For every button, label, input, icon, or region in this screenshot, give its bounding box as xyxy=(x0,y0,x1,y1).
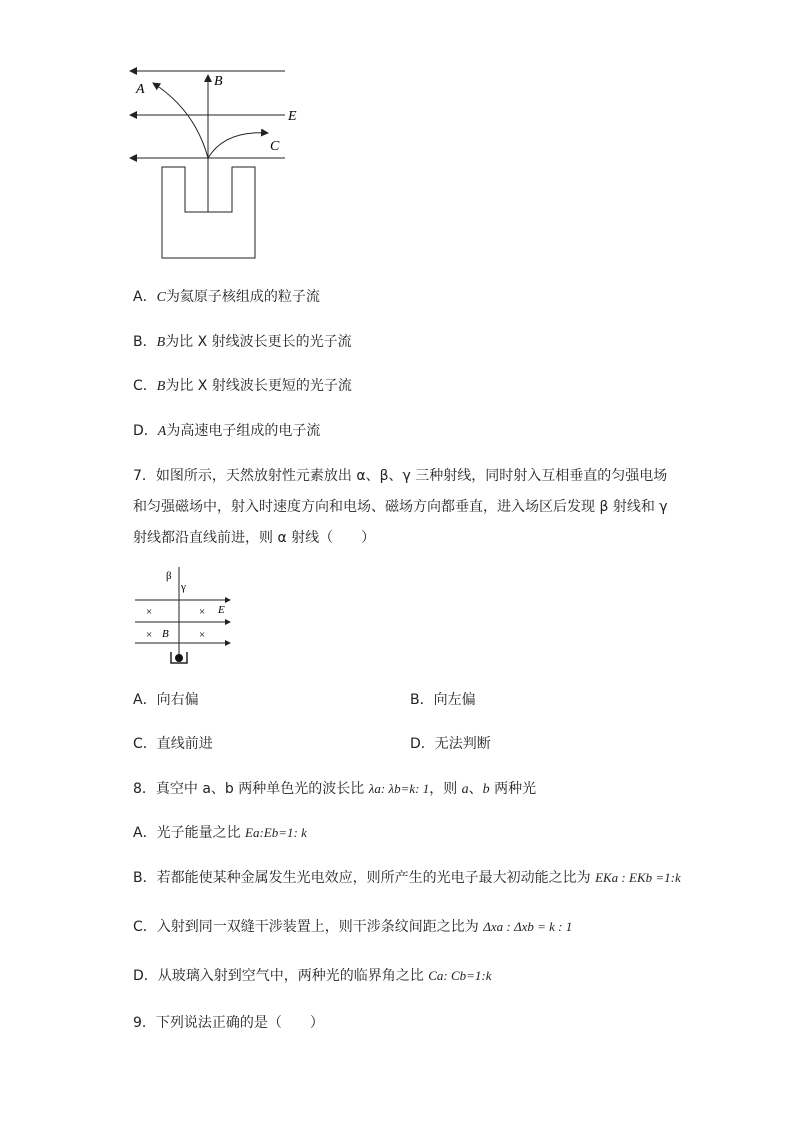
label-c: C xyxy=(270,139,280,154)
q9-stem: 9．下列说法正确的是（ ） xyxy=(133,1015,324,1031)
q8-a-text: A．光子能量之比 xyxy=(133,825,246,841)
q8-b-formula: EKa : EKb =1:k xyxy=(595,870,681,885)
source-dot xyxy=(175,654,183,662)
q8-c-formula: Δxa : Δxb = k : 1 xyxy=(483,919,573,934)
q8-a-formula: Ea:Eb=1: k xyxy=(245,825,307,840)
q6-option-b xyxy=(133,332,352,353)
radiation-deflection-figure xyxy=(120,55,320,265)
q6-option-a xyxy=(133,287,320,308)
q8-stem-pre: 8．真空中 a、b 两种单色光的波长比 xyxy=(133,781,369,797)
q7-stem-line-2: 和匀强磁场中，射入时速度方向和电场、磁场方向都垂直，进入场区后发现 β 射线和 γ xyxy=(133,499,668,515)
q6-option-d xyxy=(133,421,320,442)
q8-stem-b: b xyxy=(482,782,490,797)
label-a: A xyxy=(136,82,145,97)
label-e: E xyxy=(288,109,297,124)
q8-stem-mid: ，则 xyxy=(429,781,462,797)
label-b: B xyxy=(214,74,223,89)
label-e-small: E xyxy=(218,604,225,616)
cross-4: × xyxy=(199,629,206,641)
q6-c-prefix: C． xyxy=(133,378,157,394)
q6-b-text: 为比 X 射线波长更长的光子流 xyxy=(165,334,352,350)
q6-d-var: A xyxy=(157,424,167,439)
q8-stem-a: a xyxy=(461,782,469,797)
q6-d-text: 为高速电子组成的电子流 xyxy=(166,423,321,439)
cross-3: × xyxy=(146,629,153,641)
crossed-fields-figure xyxy=(133,565,238,670)
q7-stem-line-1: 7．如图所示，天然放射性元素放出 α、β、γ 三种射线，同时射入互相垂直的匀强电场 xyxy=(133,468,668,484)
q8-d-formula: Ca: Cb=1:k xyxy=(428,968,492,983)
label-gamma: γ xyxy=(181,581,186,593)
q6-a-text: 为氦原子核组成的粒子流 xyxy=(165,289,320,305)
q8-stem xyxy=(133,779,536,800)
q6-d-prefix: D． xyxy=(133,423,158,439)
q6-a-var: C xyxy=(156,290,166,305)
q8-stem-ratio: λa: λb=k: 1 xyxy=(368,781,430,796)
q6-a-prefix: A． xyxy=(133,289,157,305)
q8-option-d xyxy=(133,966,492,986)
q7-option-b: B．向左偏 xyxy=(410,692,476,708)
ray-c xyxy=(208,133,268,158)
q8-option-c xyxy=(133,917,572,937)
ray-a xyxy=(153,83,208,158)
q8-b-text: B．若都能使某种金属发生光电效应，则所产生的光电子最大初动能之比为 xyxy=(133,870,596,886)
q7-option-a: A．向右偏 xyxy=(133,692,199,708)
q8-c-text: C．入射到同一双缝干涉装置上，则干涉条纹间距之比为 xyxy=(133,919,484,935)
q8-stem-post: 两种光 xyxy=(489,781,537,797)
q8-d-text: D．从玻璃入射到空气中，两种光的临界角之比 xyxy=(133,968,429,984)
q8-option-b xyxy=(133,868,681,888)
label-b-small: B xyxy=(162,628,169,640)
q7-option-d: D．无法判断 xyxy=(410,736,491,752)
label-beta: β xyxy=(166,570,172,582)
q6-c-text: 为比 X 射线波长更短的光子流 xyxy=(165,378,352,394)
q6-b-prefix: B． xyxy=(133,334,157,350)
cross-2: × xyxy=(199,606,206,618)
q8-option-a xyxy=(133,823,307,843)
q7-option-c: C．直线前进 xyxy=(133,736,213,752)
q7-stem-line-3: 射线都沿直线前进，则 α 射线（ ） xyxy=(133,530,376,546)
cross-1: × xyxy=(146,606,153,618)
q8-stem-sep: 、 xyxy=(468,781,483,797)
q6-b-var: B xyxy=(156,335,166,350)
q6-option-c xyxy=(133,376,352,397)
q6-c-var: B xyxy=(156,379,166,394)
